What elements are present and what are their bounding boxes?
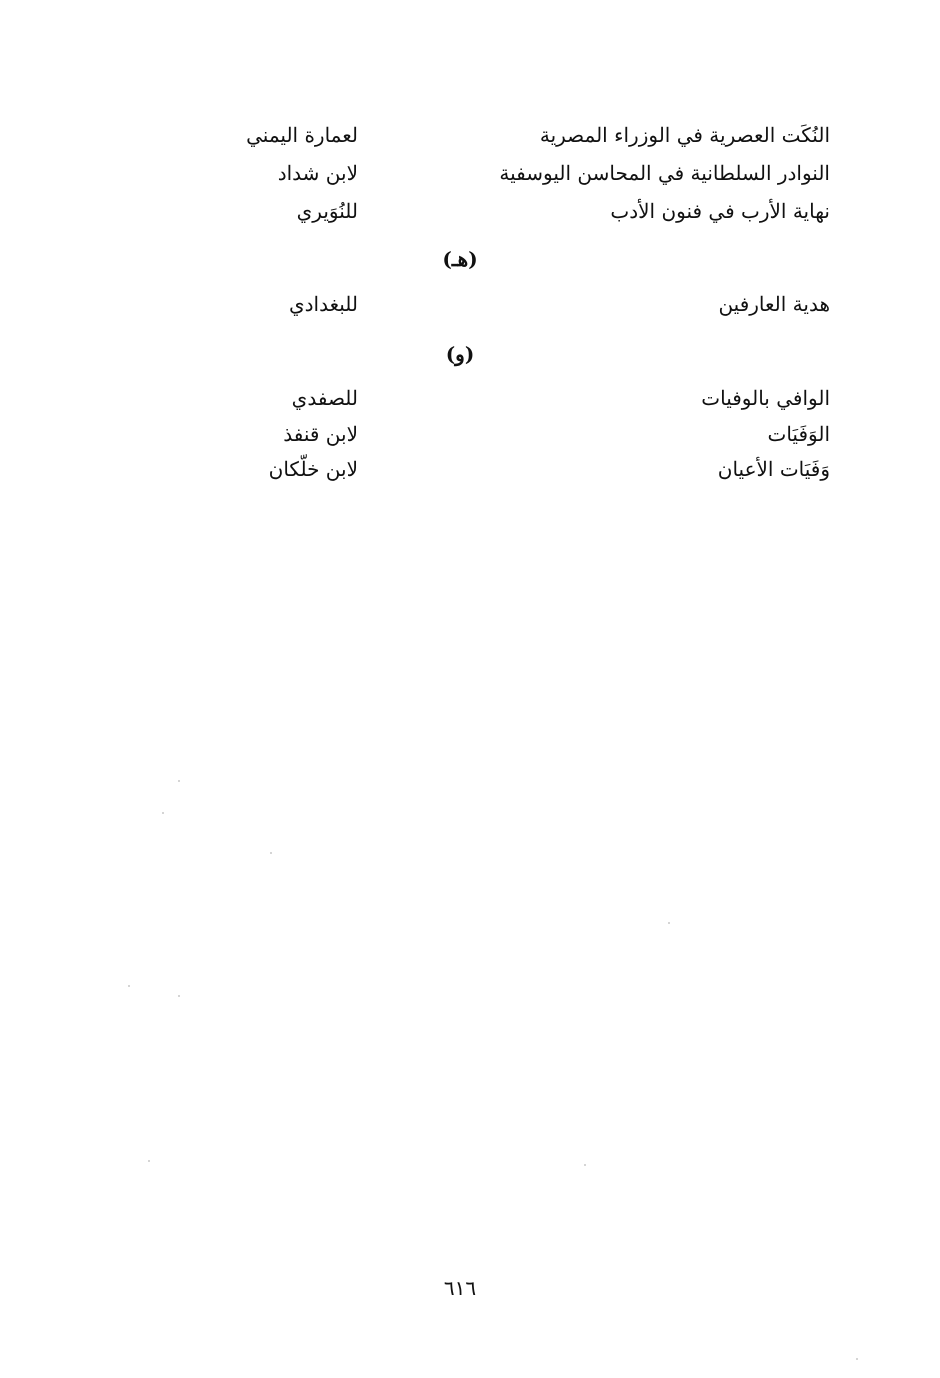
book-title: الوَفَيَات (767, 422, 830, 446)
book-title: نهاية الأرب في فنون الأدب (610, 199, 830, 223)
book-title: النُكَت العصرية في الوزراء المصرية (539, 123, 830, 147)
scan-speck (178, 780, 180, 782)
scan-speck (270, 852, 272, 854)
book-author: لعمارة اليمني (246, 123, 358, 147)
scan-speck (668, 922, 670, 924)
book-author: للبغدادي (288, 292, 358, 316)
list-item (240, 452, 830, 486)
list-item (240, 287, 830, 321)
book-author: لابن خلّكان (268, 457, 358, 481)
book-title: هدية العارفين (718, 292, 830, 316)
list-item (240, 118, 830, 152)
scan-speck (178, 995, 180, 997)
page-number: ٦١٦ (443, 1276, 477, 1300)
book-author: للنُوَيري (296, 199, 358, 223)
scan-speck (856, 1358, 858, 1360)
list-item (240, 156, 830, 190)
scan-speck (128, 985, 130, 987)
book-author: للصفدي (291, 386, 358, 410)
scan-speck (584, 1164, 586, 1166)
scan-speck (162, 812, 164, 814)
list-item (240, 194, 830, 228)
book-title: وَفَيَات الأعيان (717, 457, 830, 481)
section-heading-ha: (هـ) (442, 247, 478, 271)
list-item (240, 381, 830, 415)
book-title: النوادر السلطانية في المحاسن اليوسفية (499, 161, 830, 185)
book-author: لابن شداد (277, 161, 358, 185)
scan-speck (148, 1160, 150, 1162)
list-item (240, 417, 830, 451)
section-heading-waw: (و) (445, 342, 475, 366)
book-title: الوافي بالوفيات (701, 386, 830, 410)
book-author: لابن قنفذ (283, 422, 358, 446)
